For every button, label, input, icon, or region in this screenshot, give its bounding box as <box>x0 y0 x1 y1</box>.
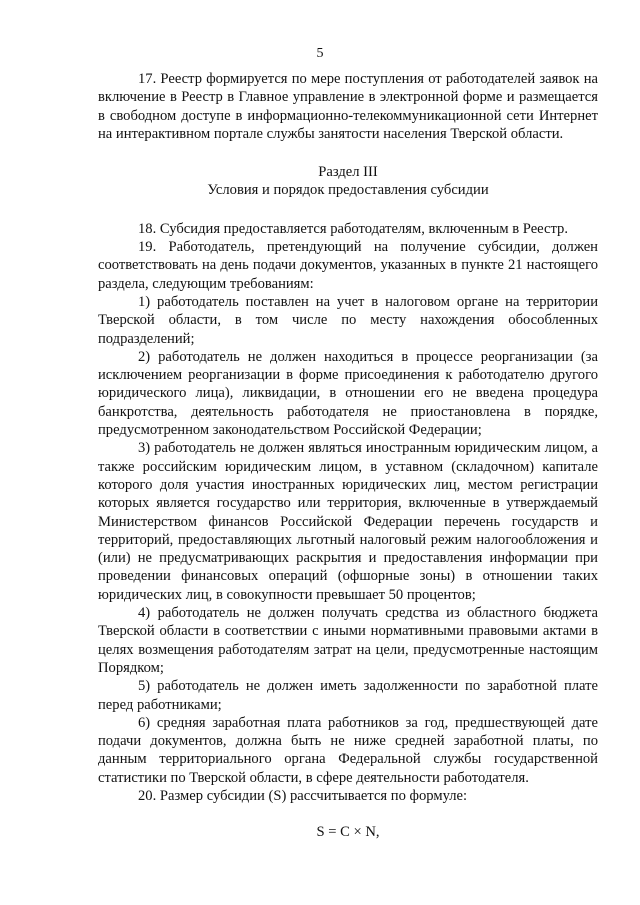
paragraph-17: 17. Реестр формируется по мере поступления от работодателей заявок на включение в Реестр в Главное управление в электронной форме и размещается в свободном доступе в информационно-телекоммуникационной сети Интернет на интерактивном портале службы занятости населения Тверской области. <box>98 71 598 142</box>
section-label: Раздел III <box>318 164 378 181</box>
requirement-6: 6) средняя заработная плата работников за год, предшествующей дате подачи документов, должна быть не ниже средней заработной платы, по данным территориального органа Федеральной службы государственной статистики по Тверской области, в сфере деятельности работодателя. <box>98 714 598 786</box>
document-body <box>98 70 598 842</box>
paragraph-20: 20. Размер субсидии (S) рассчитывается по формуле: <box>138 787 468 804</box>
page-number: 5 <box>316 46 324 61</box>
requirement-1: 1) работодатель поставлен на учет в налоговом органе на территории Тверской области, в том числе по месту нахождения обособленных подразделений; <box>98 293 598 347</box>
paragraph-19: 19. Работодатель, претендующий на получение субсидии, должен соответствовать на день подачи документов, указанных в пункте 21 настоящего раздела, следующим требованиям: <box>98 239 598 292</box>
section-title: Условия и порядок предоставления субсидии <box>207 182 489 199</box>
requirement-5: 5) работодатель не должен иметь задолженности по заработной плате перед работниками; <box>98 678 598 713</box>
paragraph-18: 18. Субсидия предоставляется работодателям, включенным в Реестр. <box>138 220 568 237</box>
subsidy-formula: S = C × N, <box>316 824 380 841</box>
requirement-2: 2) работодатель не должен находиться в процессе реорганизации (за исключением реорганизации в форме присоединения к работодателю другого юридического лица), ликвидации, в отношении его не введена процедура банкротства, деятельность работодателя не приостановлена в порядке, предусмотренном законодательством Российской Федерации; <box>98 348 598 439</box>
requirement-4: 4) работодатель не должен получать средства из областного бюджета Тверской области в соответствии с иными нормативными правовыми актами в целях возмещения работодателям затрат на цели, предусмотренные настоящим Порядком; <box>98 605 598 676</box>
requirement-3: 3) работодатель не должен являться иностранным юридическим лицом, а также российским юридическим лицом, в уставном (складочном) капитале которого доля участия иностранных юридических лиц, местом регистрации которых является государство или территория, включенные в утверждаемый Министерством финансов Российской Федерации перечень государств и территорий, предоставляющих льготный налоговый режим налогообложения и (или) не предусматривающих раскрытия и предоставления информации при проведении финансовых операций (офшорные зоны) в отношении таких юридических лиц, в совокупности превышает 50 процентов; <box>98 440 598 603</box>
